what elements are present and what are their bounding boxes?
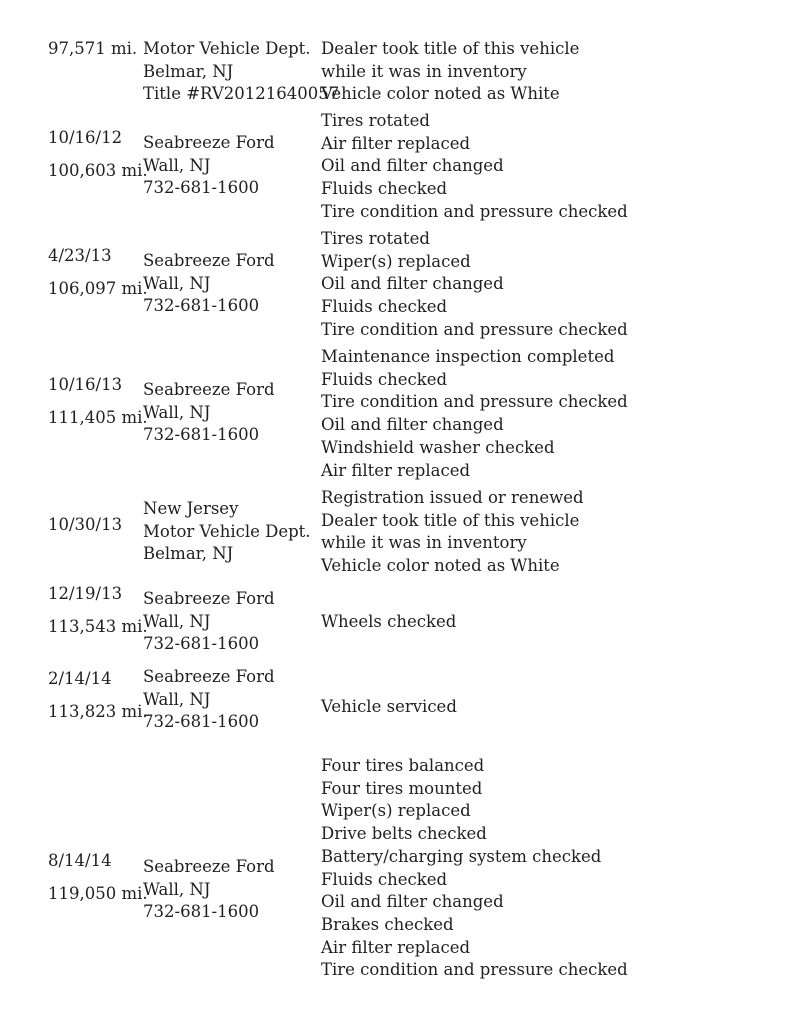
location-line: Seabreeze Ford <box>143 133 275 152</box>
note-line: Dealer took title of this vehicle <box>321 39 580 58</box>
record-date-mileage <box>48 38 143 61</box>
location-line: 732-681-1600 <box>143 634 260 654</box>
location-line: Seabreeze Ford <box>143 857 275 876</box>
location-line: Wall, NJ <box>143 611 211 631</box>
note-line: Windshield washer checked <box>321 437 555 457</box>
record-notes <box>321 346 781 482</box>
note-line: Tire condition and pressure checked <box>321 319 628 339</box>
note-line: Four tires balanced <box>321 756 485 775</box>
record-notes <box>321 696 781 719</box>
note-line: Wiper(s) replaced <box>321 251 471 271</box>
note-line: Drive belts checked <box>321 824 487 844</box>
location-line: Seabreeze Ford <box>143 380 275 399</box>
note-line: Dealer took title of this vehicle <box>321 510 580 530</box>
record-date-mileage <box>48 127 148 182</box>
note-line: Maintenance inspection completed <box>321 347 615 366</box>
location-line: 732-681-1600 <box>143 902 260 922</box>
location-line: Wall, NJ <box>143 155 211 175</box>
note-line: Wiper(s) replaced <box>321 801 471 821</box>
note-line: Tires rotated <box>321 111 430 130</box>
note-line: Air filter replaced <box>321 937 471 957</box>
record-location <box>143 132 321 200</box>
location-line: Motor Vehicle Dept. <box>143 521 311 541</box>
record-date-mileage <box>48 514 143 537</box>
location-line: Belmar, NJ <box>143 61 234 81</box>
note-line: Fluids checked <box>321 369 448 389</box>
record-location <box>143 250 321 318</box>
note-line: Air filter replaced <box>321 133 471 153</box>
record-date-mileage <box>48 583 148 638</box>
note-line: while it was in inventory <box>321 61 527 81</box>
record-location <box>143 38 340 106</box>
location-line: Seabreeze Ford <box>143 251 275 270</box>
location-line: 732-681-1600 <box>143 425 260 445</box>
record-date: 8/14/14 <box>48 851 112 870</box>
record-mileage: 97,571 mi. <box>48 39 138 58</box>
record-notes <box>321 487 781 578</box>
note-line: Oil and filter changed <box>321 156 504 176</box>
record-notes <box>321 110 781 224</box>
record-notes <box>321 38 781 106</box>
note-line: Oil and filter changed <box>321 274 504 294</box>
note-line: while it was in inventory <box>321 533 527 553</box>
note-line: Tire condition and pressure checked <box>321 201 628 221</box>
record-mileage: 111,405 mi. <box>48 407 148 427</box>
record-date: 10/16/12 <box>48 128 123 147</box>
record-notes <box>321 228 781 342</box>
record-date: 4/23/13 <box>48 246 112 265</box>
note-line: Fluids checked <box>321 297 448 317</box>
record-date: 12/19/13 <box>48 584 123 603</box>
note-line: Vehicle color noted as White <box>321 556 560 576</box>
location-line: Wall, NJ <box>143 879 211 899</box>
location-line: New Jersey <box>143 499 239 518</box>
location-line: 732-681-1600 <box>143 178 260 198</box>
note-line: Tires rotated <box>321 229 430 248</box>
note-line: Vehicle serviced <box>321 697 457 716</box>
record-location <box>143 666 321 734</box>
location-line: 732-681-1600 <box>143 712 260 732</box>
record-notes <box>321 755 781 982</box>
record-mileage: 113,823 mi. <box>48 701 148 721</box>
record-location <box>143 588 321 656</box>
record-date-mileage <box>48 850 148 905</box>
record-date: 10/30/13 <box>48 515 123 534</box>
location-line: Title #RV20121640057 <box>143 84 340 104</box>
record-notes <box>321 611 781 634</box>
note-line: Battery/charging system checked <box>321 846 602 866</box>
note-line: Four tires mounted <box>321 778 483 798</box>
record-mileage: 113,543 mi. <box>48 616 148 636</box>
record-mileage: 119,050 mi. <box>48 883 148 903</box>
location-line: Wall, NJ <box>143 689 211 709</box>
note-line: Tire condition and pressure checked <box>321 392 628 412</box>
record-mileage: 100,603 mi. <box>48 160 148 180</box>
location-line: Belmar, NJ <box>143 544 234 564</box>
location-line: Wall, NJ <box>143 273 211 293</box>
record-location <box>143 856 321 924</box>
note-line: Wheels checked <box>321 612 457 631</box>
record-location <box>143 379 321 447</box>
note-line: Registration issued or renewed <box>321 488 584 507</box>
location-line: Seabreeze Ford <box>143 667 275 686</box>
note-line: Fluids checked <box>321 869 448 889</box>
location-line: Seabreeze Ford <box>143 589 275 608</box>
record-date: 10/16/13 <box>48 375 123 394</box>
record-date-mileage <box>48 245 148 300</box>
record-location <box>143 498 321 566</box>
note-line: Oil and filter changed <box>321 415 504 435</box>
note-line: Fluids checked <box>321 179 448 199</box>
note-line: Air filter replaced <box>321 460 471 480</box>
location-line: 732-681-1600 <box>143 296 260 316</box>
note-line: Vehicle color noted as White <box>321 84 560 104</box>
location-line: Wall, NJ <box>143 402 211 422</box>
note-line: Oil and filter changed <box>321 892 504 912</box>
record-date-mileage <box>48 374 148 429</box>
record-mileage: 106,097 mi. <box>48 278 148 298</box>
location-line: Motor Vehicle Dept. <box>143 39 311 58</box>
note-line: Tire condition and pressure checked <box>321 960 628 980</box>
record-date-mileage <box>48 668 148 723</box>
note-line: Brakes checked <box>321 914 454 934</box>
record-date: 2/14/14 <box>48 669 112 688</box>
